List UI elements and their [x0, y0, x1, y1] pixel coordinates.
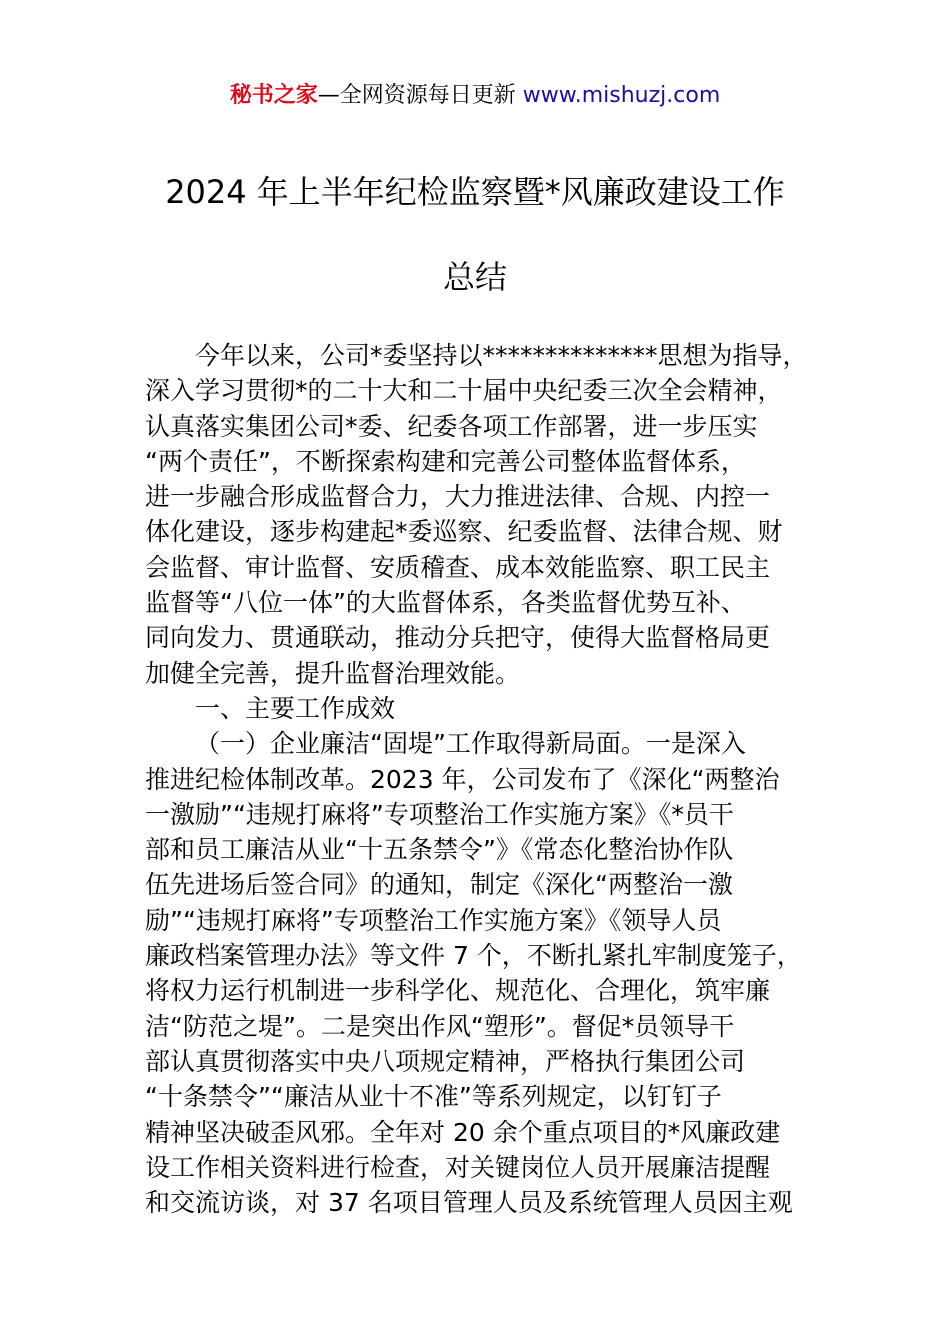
paragraph-line: 励”“违规打麻将”专项整治工作实施方案》《领导人员 [145, 905, 722, 935]
paragraph-line: 推进纪检体制改革。2023 年，公司发布了《深化“两整治 [145, 764, 780, 794]
section-heading: 一、主要工作成效 [195, 693, 396, 723]
paragraph-line: 认真落实集团公司*委、纪委各项工作部署，进一步压实 [145, 411, 758, 441]
paragraph-line: （一）企业廉洁“固堤”工作取得新局面。一是深入 [195, 729, 746, 759]
paragraph-line: 进一步融合形成监督合力，大力推进法律、合规、内控一 [145, 482, 771, 512]
paragraph-line: 设工作相关资料进行检查，对关键岗位人员开展廉洁提醒 [145, 1152, 771, 1182]
paragraph-line: “两个责任”，不断探索构建和完善公司整体监督体系， [145, 446, 746, 476]
paragraph-line: 会监督、审计监督、安质稽查、成本效能监察、职工民主 [145, 552, 771, 582]
paragraph-line: 部认真贯彻落实中央八项规定精神，严格执行集团公司 [145, 1046, 746, 1076]
header-tagline: —全网资源每日更新 [317, 83, 516, 108]
brand-name: 秘书之家 [229, 83, 318, 108]
paragraph-line: 加健全完善，提升监督治理效能。 [145, 658, 521, 688]
paragraph-line: 部和员工廉洁从业“十五条禁令”》《常态化整治协作队 [145, 835, 734, 865]
paragraph-line: 精神坚决破歪风邪。全年对 20 余个重点项目的*风廉政建 [145, 1117, 781, 1147]
paragraph-line: 今年以来，公司*委坚持以**************思想为指导， [195, 341, 808, 370]
paragraph-line: 洁“防范之堤”。二是突出作风“塑形”。督促*员领导干 [145, 1011, 735, 1041]
paragraph-line: 同向发力、贯通联动，推动分兵把守，使得大监督格局更 [145, 623, 771, 653]
paragraph-line: 廉政档案管理办法》等文件 7 个，不断扎紧扎牢制度笼子， [145, 941, 802, 971]
title-line-2: 总结 [442, 258, 507, 296]
paragraph-line: 和交流访谈，对 37 名项目管理人员及系统管理人员因主观 [145, 1188, 793, 1218]
site-header [0, 80, 950, 112]
title-line-1: 2024 年上半年纪检监察暨*风廉政建设工作 [165, 173, 785, 211]
paragraph-line: 伍先进场后签合同》的通知，制定《深化“两整治一激 [145, 870, 733, 900]
paragraph-line: 监督等“八位一体”的大监督体系，各类监督优势互补、 [145, 588, 746, 618]
paragraph-line: 体化建设，逐步构建起*委巡察、纪委监督、法律合规、财 [145, 517, 783, 547]
paragraph-line: “十条禁令”“廉洁从业十不准”等系列规定，以钉钉子 [145, 1082, 722, 1112]
document-title [0, 150, 950, 320]
paragraph-line: 一激励”“违规打麻将”专项整治工作实施方案》《*员干 [145, 799, 734, 829]
site-url-link[interactable]: www.mishuzj.com [522, 83, 721, 108]
document-body [145, 338, 810, 1220]
paragraph-line: 将权力运行机制进一步科学化、规范化、合理化，筑牢廉 [145, 976, 771, 1006]
paragraph-line: 深入学习贯彻*的二十大和二十届中央纪委三次全会精神， [145, 376, 783, 406]
